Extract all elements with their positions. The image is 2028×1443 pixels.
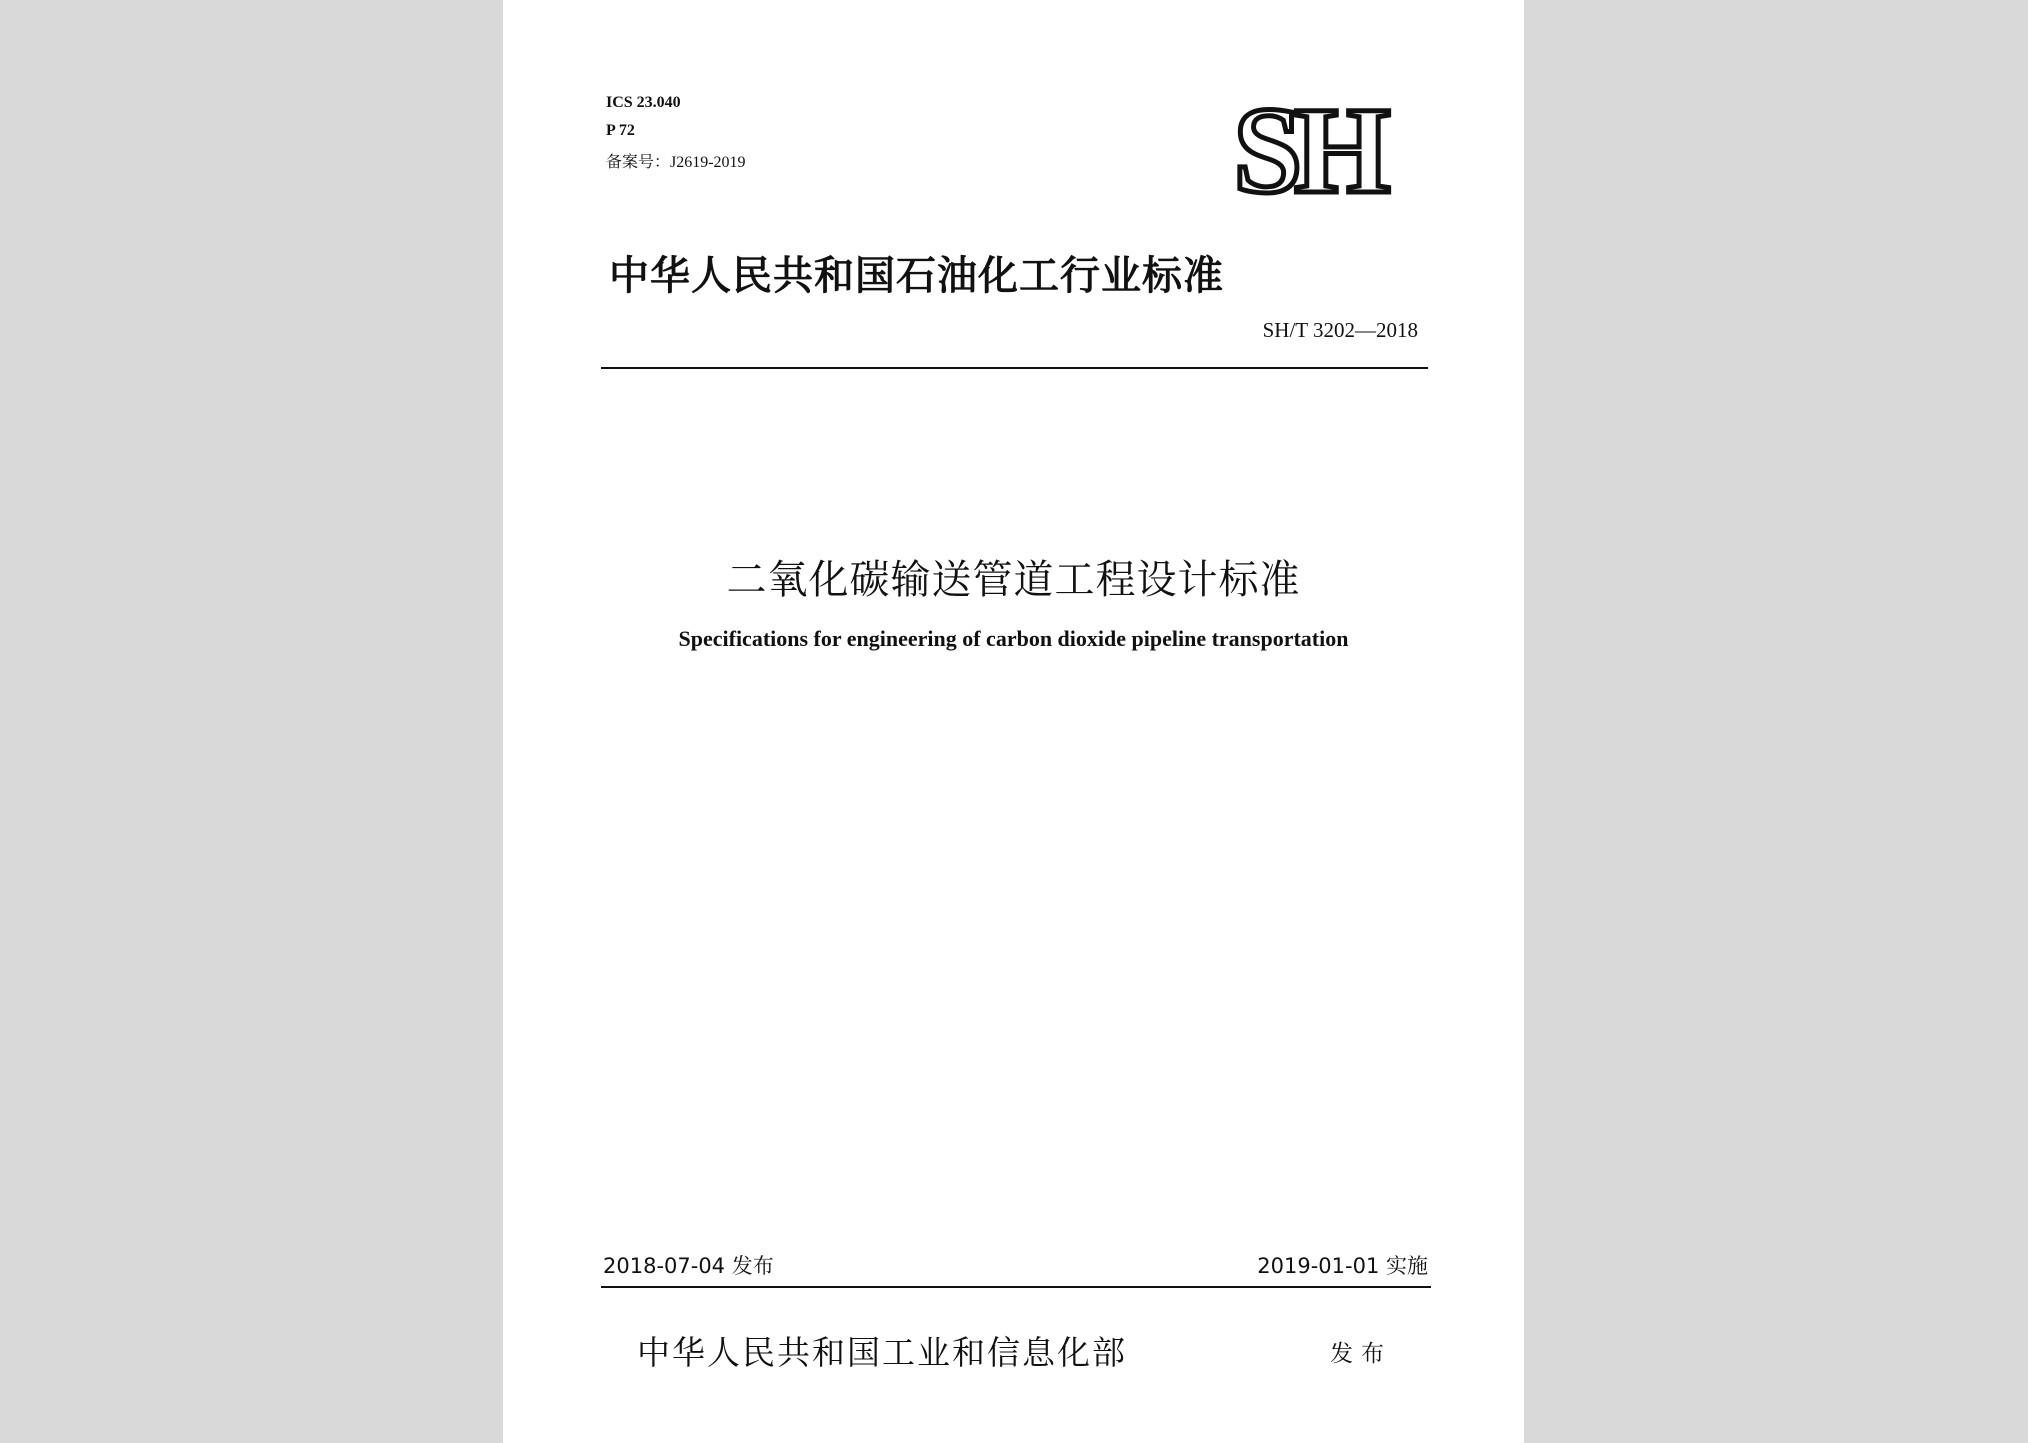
sh-logo xyxy=(1193,86,1423,216)
top-divider xyxy=(601,367,1428,369)
issue-date: 2018-07-04 发布 xyxy=(603,1254,774,1278)
issue-action: 发布 xyxy=(1330,1341,1392,1367)
ccs-code: P 72 xyxy=(606,122,635,139)
ics-code: ICS 23.040 xyxy=(606,94,681,111)
bottom-divider xyxy=(601,1286,1431,1288)
implementation-date: 2019-01-01 实施 xyxy=(1257,1254,1428,1278)
svg-text:SH: SH xyxy=(1233,86,1383,216)
standard-title-english: Specifications for engineering of carbon dioxide pipeline transportation xyxy=(678,626,1349,651)
industry-standard-title: 中华人民共和国石油化工行业标准 xyxy=(609,253,1224,299)
standard-number: SH/T 3202—2018 xyxy=(1262,318,1418,342)
issuing-authority: 中华人民共和国工业和信息化部 xyxy=(637,1333,1127,1372)
document-page xyxy=(503,0,1524,1443)
standard-title-chinese: 二氧化碳输送管道工程设计标准 xyxy=(726,557,1301,603)
filing-number: 备案号：J2619-2019 xyxy=(606,154,746,171)
